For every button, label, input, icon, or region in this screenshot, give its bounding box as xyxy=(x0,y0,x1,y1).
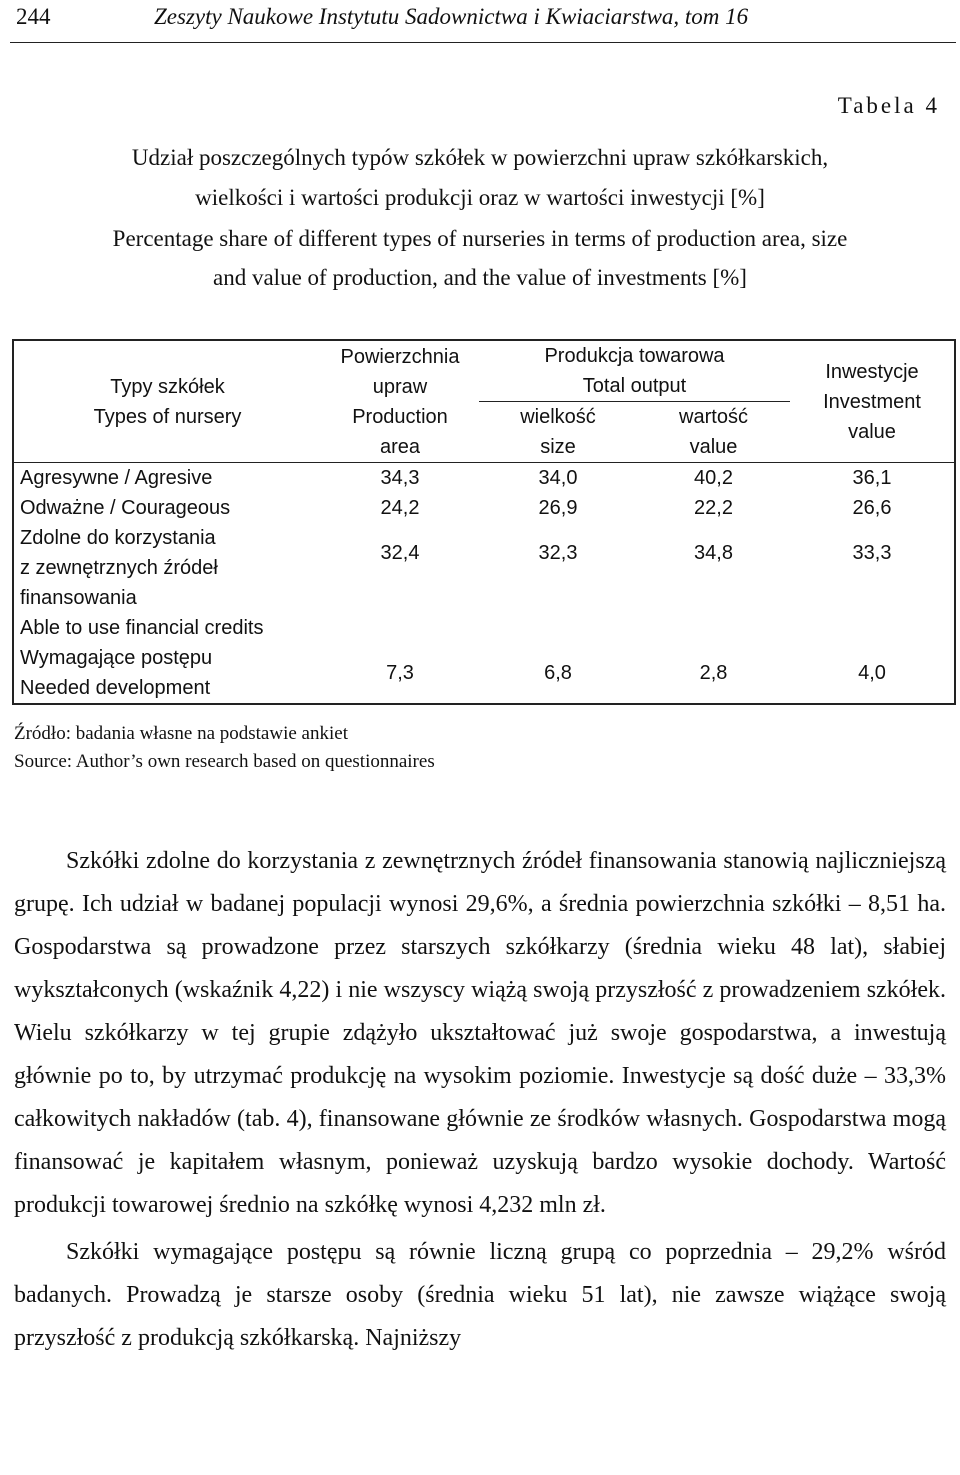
header-area-l4: area xyxy=(379,436,421,458)
row-name xyxy=(13,523,321,643)
header-output-en: Total output xyxy=(582,375,687,397)
table-title-en-line1: Percentage share of different types of nurseries in terms of production area, size xyxy=(112,226,848,251)
cell-value: 2,8 xyxy=(637,643,790,704)
header-output-pl: Produkcja towarowa xyxy=(544,345,725,367)
cell-area: 24,2 xyxy=(380,497,420,519)
row-name xyxy=(13,493,321,523)
header-value xyxy=(637,402,790,463)
row-name-line: finansowania xyxy=(20,587,137,609)
data-table xyxy=(12,339,956,705)
header-type-pl: Typy szkółek xyxy=(110,375,225,398)
body-text xyxy=(14,840,946,1360)
row-name-line: Zdolne do korzystania xyxy=(20,527,216,549)
row-name xyxy=(13,463,321,494)
row-name-line: Able to use financial credits xyxy=(20,617,264,639)
data-table-wrapper xyxy=(12,339,954,705)
cell-area: 32,4 xyxy=(380,542,420,564)
table-title-pl-line1: Udział poszczególnych typów szkółek w powierzchni upraw szkółkarskich, xyxy=(131,145,829,170)
header-investment-en1: Investment xyxy=(823,390,921,413)
header-area-l2: upraw xyxy=(372,376,428,398)
row-name-line: z zewnętrznych źródeł xyxy=(20,557,218,579)
table-row xyxy=(13,493,955,523)
header-area-l3: Production xyxy=(352,406,448,428)
cell-area: 34,3 xyxy=(321,463,479,494)
cell-size: 26,9 xyxy=(538,497,578,519)
journal-title: Zeszyty Naukowe Instytutu Sadownictwa i Kwiaciarstwa, tom 16 xyxy=(154,4,749,29)
cell-area: 7,3 xyxy=(321,643,479,704)
cell-size: 34,0 xyxy=(479,463,637,494)
header-size-en: size xyxy=(540,436,576,458)
header-area-l1: Powierzchnia xyxy=(340,346,460,368)
cell-value: 22,2 xyxy=(694,497,733,519)
cell-investment: 36,1 xyxy=(790,463,955,494)
header-size-pl: wielkość xyxy=(520,406,596,428)
row-name-line: Wymagające postępu xyxy=(20,647,213,669)
header-output xyxy=(479,340,790,402)
table-row xyxy=(13,523,955,643)
page-header xyxy=(10,0,956,43)
table-title-en-line2: and value of production, and the value of investments [%] xyxy=(213,265,747,290)
header-investment-pl: Inwestycje xyxy=(825,360,919,383)
table-label: Tabela 4 xyxy=(837,93,940,118)
header-investment xyxy=(790,340,955,463)
row-name xyxy=(13,643,321,704)
paragraph: Szkółki zdolne do korzystania z zewnętrznych źródeł finansowania stanowią najliczniejszą grupę. Ich udział w badanej populacji wynosi 29,6%, a średnia powierzchnia szkółki – 8,51 ha. Gospodarstwa są prowadzone przez starszych szkółkarzy (średnia wieku 48 lat), słabiej wykształconych (wskaźnik 4,22) i nie wszyscy wiążą swoją przyszłość z prowadzeniem szkółek. Wielu szkółkarzy w tej grupie zdążyło ukształtować już swoje gospodarstwa, a inwestują głównie po to, by utrzymać produkcję na wysokim poziomie. Inwestycje są dość duże – 33,3% całkowitych nakładów (tab. 4), finansowane głównie ze środków własnych. Gospodarstwa mogą finansować je kapitałem własnym, ponieważ uzyskują bardzo wysokie dochody. Wartość produkcji towarowej średnio na szkółkę wynosi 4,232 mln zł. xyxy=(14,848,946,1218)
cell-investment: 4,0 xyxy=(790,643,955,704)
page-number: 244 xyxy=(16,4,51,29)
table-row xyxy=(13,643,955,704)
cell-investment: 26,6 xyxy=(790,493,955,523)
header-investment-en2: value xyxy=(848,420,896,443)
row-name-line: Agresywne / Agresive xyxy=(20,467,213,489)
source-pl: Źródło: badania własne na podstawie ankiet xyxy=(14,723,348,744)
cell-value: 40,2 xyxy=(637,463,790,494)
header-area xyxy=(321,340,479,463)
cell-value: 34,8 xyxy=(694,542,733,564)
cell-investment: 33,3 xyxy=(790,523,955,643)
table-title-pl-line2: wielkości i wartości produkcji oraz w wartości inwestycji [%] xyxy=(195,185,765,210)
header-value-pl: wartość xyxy=(679,406,748,428)
row-name-line: Needed development xyxy=(20,677,211,699)
cell-size: 32,3 xyxy=(538,542,578,564)
paragraph: Szkółki wymagające postępu są równie liczną grupą co poprzednia – 29,2% wśród badanych. Prowadzą je starsze osoby (średnia wieku 51 lat), nie zawsze wiążące swoją przyszłość z produkcją szkółkarską. Najniższy xyxy=(14,1239,946,1351)
header-value-en: value xyxy=(689,436,738,458)
header-size xyxy=(479,402,637,463)
header-type xyxy=(13,340,321,463)
table-source xyxy=(14,720,435,776)
source-en: Source: Author’s own research based on questionnaires xyxy=(14,751,435,772)
cell-size: 6,8 xyxy=(479,643,637,704)
header-type-en: Types of nursery xyxy=(93,405,242,428)
row-name-line: Odważne / Courageous xyxy=(20,497,231,519)
table-row xyxy=(13,463,955,494)
